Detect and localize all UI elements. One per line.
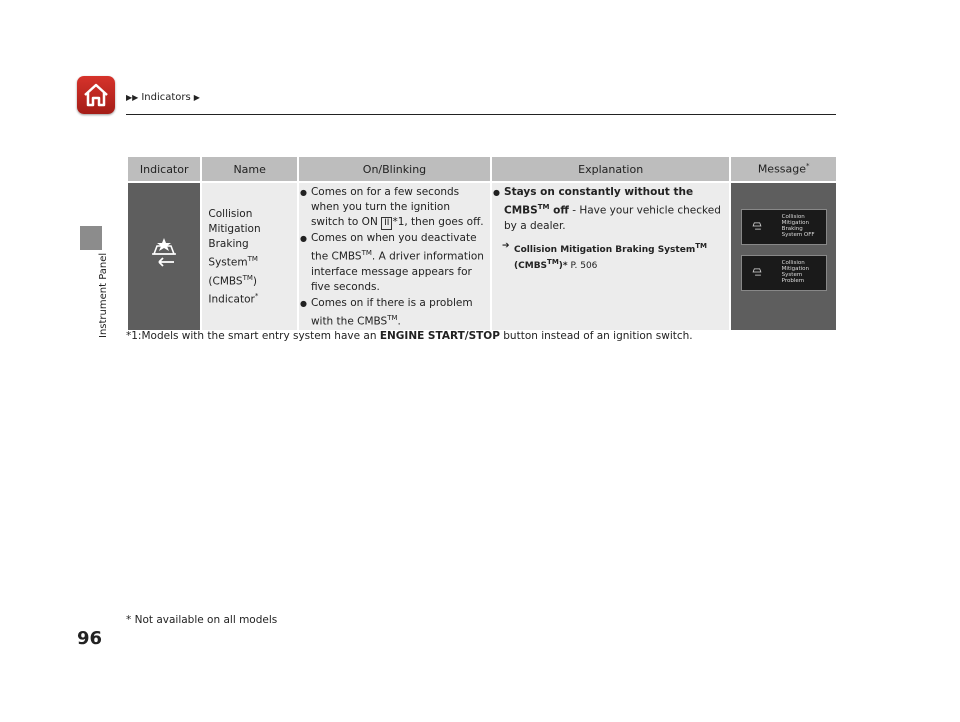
home-button[interactable]: [77, 76, 115, 114]
list-item: ● Comes on for a few seconds when you turn the ignition switch to ON II *1, then goes off.: [311, 185, 486, 230]
header-rule: [126, 114, 836, 115]
cross-reference-link[interactable]: ➔ Collision Mitigation Braking System™ (CMBS™)* P. 506: [502, 240, 707, 271]
on-blinking-cell: [299, 183, 490, 330]
message-screen-off: [741, 209, 827, 245]
col-on-blinking: On/Blinking: [299, 157, 490, 181]
cmbs-indicator-icon: [146, 236, 182, 272]
footnote: *1:Models with the smart entry system have an ENGINE START/STOP button instead of an ignition switch.: [126, 330, 693, 342]
side-label: Instrument Panel: [98, 252, 109, 338]
list-item: ● Stays on constantly without the CMBS™ off - Have your vehicle checked by a dealer.: [504, 185, 725, 234]
name-cell: Collision Mitigation Braking System™ (CMBS™) Indicator*: [202, 183, 297, 330]
cmbs-indicator-icon: [750, 265, 764, 279]
reference-arrow-icon: ➔: [502, 240, 510, 251]
home-icon: [82, 81, 110, 109]
page-number: 96: [77, 628, 103, 649]
indicator-cell: [128, 183, 200, 330]
message-screen-problem: [741, 255, 827, 291]
list-item: ● Comes on when you deactivate the CMBS™. A driver information interface message appears for five seconds.: [311, 231, 486, 295]
breadcrumb-arrow-icon: ▶▶: [126, 93, 139, 102]
col-message: Message*: [731, 157, 836, 181]
breadcrumb[interactable]: [126, 92, 200, 103]
ignition-position-icon: II: [381, 217, 392, 230]
explanation-cell: [492, 183, 729, 330]
indicator-table: [126, 157, 838, 330]
breadcrumb-arrow-icon: ▶: [193, 93, 200, 102]
table-row: [128, 183, 836, 330]
side-tab: [80, 226, 102, 250]
availability-note: * Not available on all models: [126, 614, 278, 626]
cmbs-indicator-icon: [750, 219, 764, 233]
message-text: Collision Mitigation Braking System OFF: [781, 214, 815, 238]
message-text: Collision Mitigation System Problem: [781, 260, 810, 284]
breadcrumb-indicators[interactable]: Indicators: [141, 92, 191, 103]
col-name: Name: [202, 157, 297, 181]
col-explanation: Explanation: [492, 157, 729, 181]
list-item: ● Comes on if there is a problem with the CMBS™.: [311, 296, 486, 330]
message-cell: [731, 183, 836, 330]
col-indicator: Indicator: [128, 157, 200, 181]
